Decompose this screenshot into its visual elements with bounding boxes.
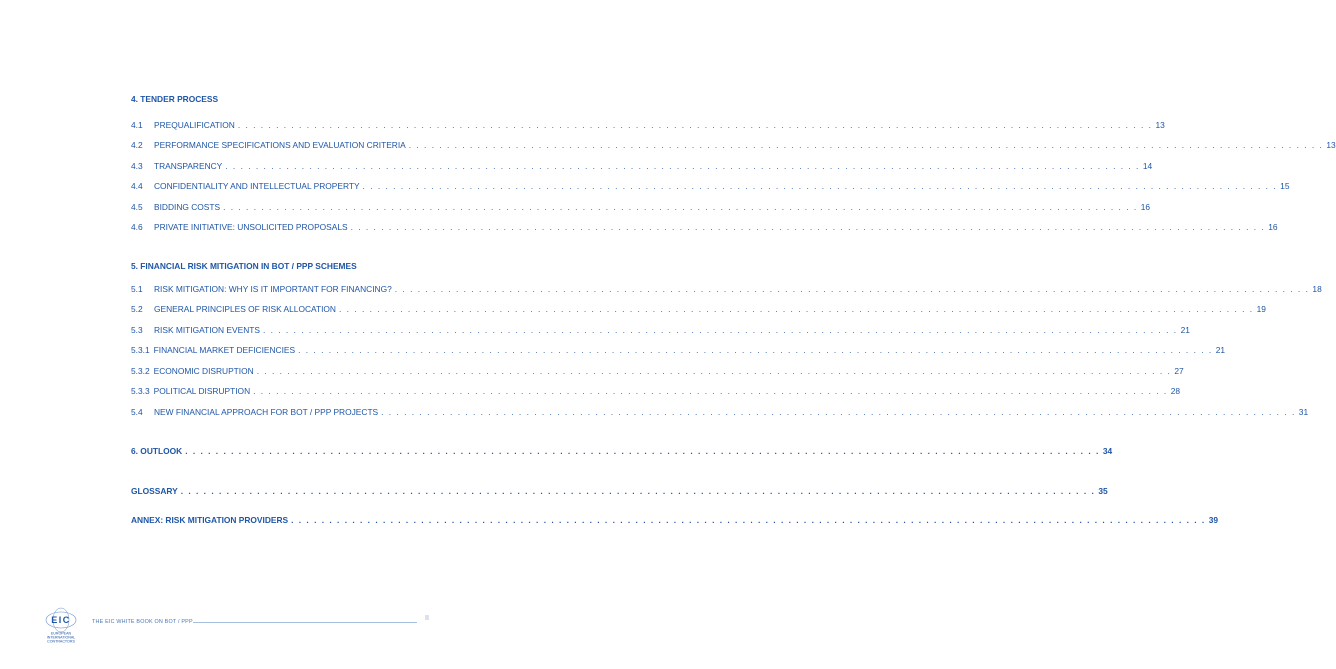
toc-entry-label: RISK MITIGATION EVENTS <box>154 324 260 335</box>
toc-entry-page: 21 <box>1215 345 1226 355</box>
toc-entry-page: 31 <box>1298 406 1309 417</box>
logo-subtext: INTERNATIONAL <box>46 635 76 640</box>
toc-entry-number: 4.3 <box>131 160 143 171</box>
eic-logo <box>41 606 81 646</box>
toc-entry-number: 5.4 <box>131 406 143 417</box>
toc-entry-page: 16 <box>1140 201 1151 212</box>
dot-leader: . . . . . . . . . . . . . . . . . . . . . . . . . . . . . . . . . . . . . . . . . . . . . . . . . . . . . . . . . . . . . . . . . . . . . . . . . . . . . . . . . . . . . . . . . . . . . . . . . . . . . . . . . . . . . . . . . . . . . . . . <box>253 386 1168 396</box>
toc-entry-page: 35 <box>1098 485 1108 496</box>
toc-entry-label: RISK MITIGATION: WHY IS IT IMPORTANT FOR FINANCING? <box>154 283 392 294</box>
dot-leader: . . . . . . . . . . . . . . . . . . . . . . . . . . . . . . . . . . . . . . . . . . . . . . . . . . . . . . . . . . . . . . . . . . . . . . . . . . . . . . . . . . . . . . . . . . . . . . . . . . . . . . . . . . . . . . . . . . . . . . . . <box>291 515 1206 525</box>
toc-entry-page: 21 <box>1180 324 1190 335</box>
toc-entry-label: PERFORMANCE SPECIFICATIONS AND EVALUATION CRITERIA <box>154 140 406 150</box>
dot-leader: . . . . . . . . . . . . . . . . . . . . . . . . . . . . . . . . . . . . . . . . . . . . . . . . . . . . . . . . . . . . . . . . . . . . . . . . . . . . . . . . . . . . . . . . . . . . . . . . . . . . . . . . . . . . . . . . . . . . . . . . <box>223 201 1138 212</box>
toc-entry-page: 18 <box>1312 283 1322 294</box>
table-of-contents <box>131 92 1336 527</box>
toc-entry-number: 4.4 <box>131 181 143 191</box>
footer-title: THE EIC WHITE BOOK ON BOT / PPP <box>92 619 193 625</box>
toc-entry-page: 15 <box>1280 181 1290 191</box>
toc-entry-page: 16 <box>1268 222 1278 232</box>
toc-entry-number: 5.2 <box>131 304 143 314</box>
toc-entry-glossary[interactable] <box>131 484 1108 498</box>
toc-entry[interactable] <box>131 159 1153 173</box>
dot-leader: . . . . . . . . . . . . . . . . . . . . . . . . . . . . . . . . . . . . . . . . . . . . . . . . . . . . . . . . . . . . . . . . . . . . . . . . . . . . . . . . . . . . . . . . . . . . . . . . . . . . . . . . . . . . . . . . . . . . . . . . <box>350 222 1266 232</box>
toc-entry-number: 5.3 <box>131 324 143 335</box>
toc-entry[interactable] <box>131 220 1278 234</box>
logo-letters: EIC <box>51 615 71 625</box>
toc-entry-label: PREQUALIFICATION <box>154 119 235 130</box>
dot-leader: . . . . . . . . . . . . . . . . . . . . . . . . . . . . . . . . . . . . . . . . . . . . . . . . . . . . . . . . . . . . . . . . . . . . . . . . . . . . . . . . . . . . . . . . . . . . . . . . . . . . . . . . . . . . . . . . . . . . . . . . <box>381 406 1296 417</box>
dot-leader: . . . . . . . . . . . . . . . . . . . . . . . . . . . . . . . . . . . . . . . . . . . . . . . . . . . . . . . . . . . . . . . . . . . . . . . . . . . . . . . . . . . . . . . . . . . . . . . . . . . . . . . . . . . . . . . . . . . . . . . . <box>237 119 1153 130</box>
toc-entry[interactable] <box>131 405 1309 419</box>
toc-entry-page: 28 <box>1170 386 1181 396</box>
dot-leader: . . . . . . . . . . . . . . . . . . . . . . . . . . . . . . . . . . . . . . . . . . . . . . . . . . . . . . . . . . . . . . . . . . . . . . . . . . . . . . . . . . . . . . . . . . . . . . . . . . . . . . . . . . . . . . . . . . . . . . . . <box>298 345 1213 355</box>
toc-entry[interactable] <box>131 200 1151 214</box>
dot-leader: . . . . . . . . . . . . . . . . . . . . . . . . . . . . . . . . . . . . . . . . . . . . . . . . . . . . . . . . . . . . . . . . . . . . . . . . . . . . . . . . . . . . . . . . . . . . . . . . . . . . . . . . . . . . . . . . . . . . . . . . <box>394 283 1310 294</box>
footer-rule <box>193 622 417 623</box>
toc-entry-label: GLOSSARY <box>131 485 178 496</box>
toc-entry-label: FINANCIAL MARKET DEFICIENCIES <box>153 345 296 355</box>
toc-entry-number: 5.1 <box>131 283 143 294</box>
dot-leader: . . . . . . . . . . . . . . . . . . . . . . . . . . . . . . . . . . . . . . . . . . . . . . . . . . . . . . . . . . . . . . . . . . . . . . . . . . . . . . . . . . . . . . . . . . . . . . . . . . . . . . . . . . . . . . . . . . . . . . . . <box>262 324 1178 335</box>
toc-entry-page: 13 <box>1326 140 1336 150</box>
toc-entry-page: 34 <box>1102 446 1113 456</box>
toc-entry-label: ANNEX: RISK MITIGATION PROVIDERS <box>131 515 289 525</box>
toc-entry-label: PRIVATE INITIATIVE: UNSOLICITED PROPOSALS <box>154 222 348 232</box>
toc-entry[interactable] <box>131 343 1226 357</box>
toc-entry[interactable] <box>131 302 1266 316</box>
toc-entry-label: BIDDING COSTS <box>154 201 221 212</box>
toc-entry[interactable] <box>131 282 1322 296</box>
toc-entry-page: 39 <box>1208 515 1219 525</box>
toc-entry-number: 5.3.3 <box>131 386 150 396</box>
toc-entry-page: 27 <box>1174 365 1184 376</box>
dot-leader: . . . . . . . . . . . . . . . . . . . . . . . . . . . . . . . . . . . . . . . . . . . . . . . . . . . . . . . . . . . . . . . . . . . . . . . . . . . . . . . . . . . . . . . . . . . . . . . . . . . . . . . . . . . . . . . . . . . . . . . . <box>185 446 1100 456</box>
toc-entry-outlook[interactable] <box>131 444 1113 458</box>
toc-entry-page: 13 <box>1155 119 1165 130</box>
toc-entry-label: POLITICAL DISRUPTION <box>153 386 251 396</box>
toc-entry[interactable] <box>131 179 1290 193</box>
dot-leader: . . . . . . . . . . . . . . . . . . . . . . . . . . . . . . . . . . . . . . . . . . . . . . . . . . . . . . . . . . . . . . . . . . . . . . . . . . . . . . . . . . . . . . . . . . . . . . . . . . . . . . . . . . . . . . . . . . . . . . . . <box>256 365 1172 376</box>
toc-entry[interactable] <box>131 384 1181 398</box>
toc-entry-number: 4.5 <box>131 201 143 212</box>
logo-subtext: EUROPEAN <box>50 631 72 636</box>
toc-entry-page: 19 <box>1256 304 1266 314</box>
dot-leader: . . . . . . . . . . . . . . . . . . . . . . . . . . . . . . . . . . . . . . . . . . . . . . . . . . . . . . . . . . . . . . . . . . . . . . . . . . . . . . . . . . . . . . . . . . . . . . . . . . . . . . . . . . . . . . . . . . . . . . . . <box>362 181 1278 191</box>
logo-subtext: CONTRACTORS <box>47 639 75 644</box>
toc-entry-label: NEW FINANCIAL APPROACH FOR BOT / PPP PROJECTS <box>154 406 379 417</box>
toc-entry-label: 6. OUTLOOK <box>131 446 183 456</box>
dot-leader: . . . . . . . . . . . . . . . . . . . . . . . . . . . . . . . . . . . . . . . . . . . . . . . . . . . . . . . . . . . . . . . . . . . . . . . . . . . . . . . . . . . . . . . . . . . . . . . . . . . . . . . . . . . . . . . . . . . . . . . . <box>408 140 1324 150</box>
toc-entry[interactable] <box>131 364 1184 378</box>
toc-entry-number: 5.3.1 <box>131 345 150 355</box>
toc-entry-page: 14 <box>1142 160 1153 171</box>
toc-entry-label: CONFIDENTIALITY AND INTELLECTUAL PROPERTY <box>154 181 360 191</box>
toc-entry-number: 4.2 <box>131 140 143 150</box>
page-number: II <box>425 615 429 622</box>
toc-entry[interactable] <box>131 138 1336 152</box>
toc-entry-number: 4.6 <box>131 222 143 232</box>
toc-entry[interactable] <box>131 323 1190 337</box>
toc-entry-number: 4.1 <box>131 119 143 130</box>
section-4-title: 4. TENDER PROCESS <box>131 94 219 104</box>
toc-entry-label: TRANSPARENCY <box>154 160 223 171</box>
toc-entry-number: 5.3.2 <box>131 365 150 376</box>
toc-entry-label: ECONOMIC DISRUPTION <box>153 365 254 376</box>
toc-entry[interactable] <box>131 118 1165 132</box>
dot-leader: . . . . . . . . . . . . . . . . . . . . . . . . . . . . . . . . . . . . . . . . . . . . . . . . . . . . . . . . . . . . . . . . . . . . . . . . . . . . . . . . . . . . . . . . . . . . . . . . . . . . . . . . . . . . . . . . . . . . . . . . <box>225 160 1140 171</box>
toc-entry-label: GENERAL PRINCIPLES OF RISK ALLOCATION <box>154 304 336 314</box>
toc-entry-annex[interactable] <box>131 513 1219 527</box>
dot-leader: . . . . . . . . . . . . . . . . . . . . . . . . . . . . . . . . . . . . . . . . . . . . . . . . . . . . . . . . . . . . . . . . . . . . . . . . . . . . . . . . . . . . . . . . . . . . . . . . . . . . . . . . . . . . . . . . . . . . . . . . <box>180 485 1096 496</box>
dot-leader: . . . . . . . . . . . . . . . . . . . . . . . . . . . . . . . . . . . . . . . . . . . . . . . . . . . . . . . . . . . . . . . . . . . . . . . . . . . . . . . . . . . . . . . . . . . . . . . . . . . . . . . . . . . . . . . . . . . . . . . . <box>338 304 1254 314</box>
section-5-title: 5. FINANCIAL RISK MITIGATION IN BOT / PPP SCHEMES <box>131 261 357 271</box>
